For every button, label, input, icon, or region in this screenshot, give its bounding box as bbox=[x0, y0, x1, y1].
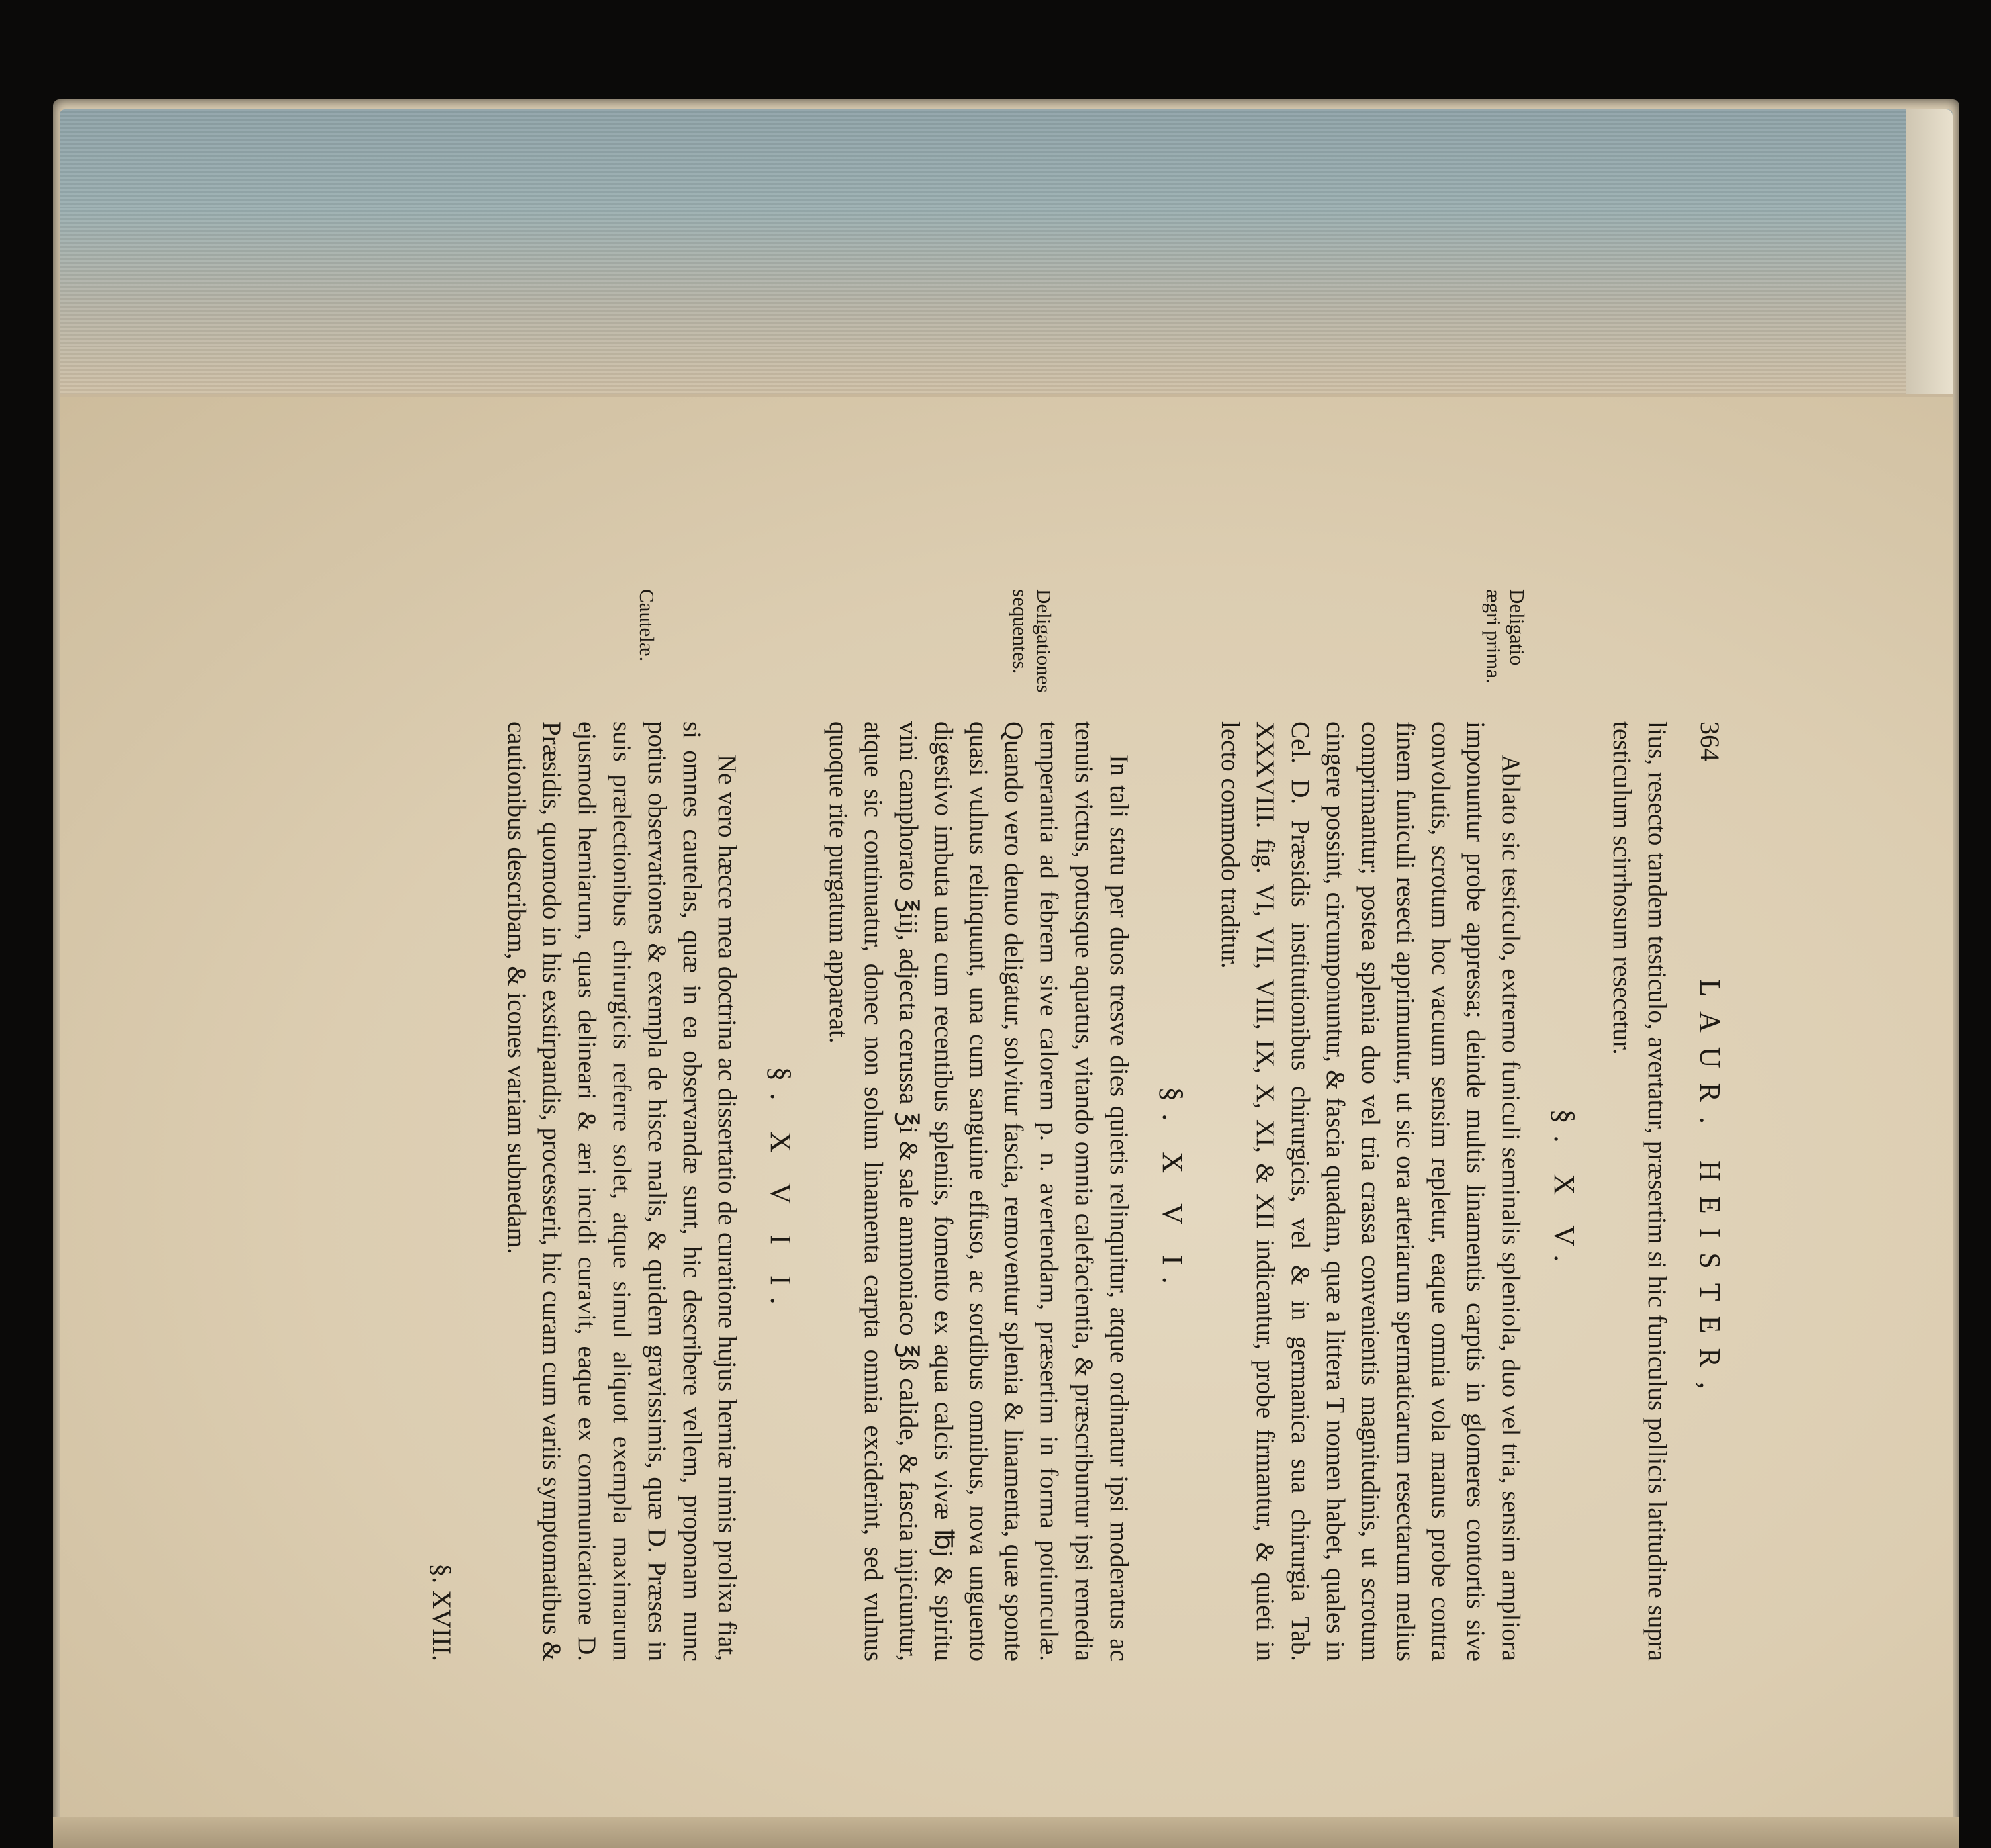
page-text-frame bbox=[271, 589, 1728, 1661]
page-number: 364 bbox=[1695, 721, 1725, 761]
margin-note-deligationes: Deligationes sequentes. bbox=[1009, 589, 1056, 693]
book-corner bbox=[1906, 109, 1953, 394]
page-bottom-edge bbox=[53, 1817, 1959, 1848]
section-17-heading: §. X V I I. bbox=[764, 1066, 797, 1317]
section-17-text: Ne vero hæcce mea doctrina ac dissertatio de curatione hujus herniæ nimis prolixa fiat, si omnes cautelas, quæ in ea observandæ sunt, hic describere vellem, proponam nunc potius observationes & exempla de hisce malis, & quidem gravissimis, quæ D. Præses in suis prælectionibus chirurgicis referre solet, atque simul aliquot exempla maximarum ejusmodi herniarum, quas delineari & æri incidi curavit, eaque ex communicatione D. Præsidis, quomodo in his exstirpandis, processerit, hic curam cum variis symptomatibus & cautionibus describam, & icones variam subnedam. bbox=[502, 721, 741, 1661]
text-column bbox=[427, 721, 1675, 1661]
section-16-heading: §. X V I. bbox=[1156, 1087, 1189, 1296]
catchword: §. XVIII. bbox=[427, 1563, 457, 1661]
margin-note-cautelae: Cautelæ. bbox=[635, 589, 659, 662]
section-15-text: Ablato sic testiculo, extremo funiculi seminalis spleniola, duo vel tria, sensim ampliora imponuntur probe appressa; deinde multis linamentis carptis in glomeres contortis sive convolutis, scrotum hoc vacuum sensim repletur, eaque omnia vola manus probe contra finem funiculi resecti apprimuntur, ut sic ora arteriarum spermaticarum resectarum melius comprimantur; postea splenia duo vel tria crassa convenientis magnitudinis, ut scrotum cingere possint, circumponuntur, & fascia quadam, quæ a littera T nomen habet, quales in Cel. D. Præsidis institutionibus chirurgicis, vel & in germanica sua chirurgia Tab. XXXVIII. fig. VI, VII, VIII, IX, X, XI, & XII indicantur, probe firmantur, & quieti in lecto commodo traditur. bbox=[1216, 721, 1525, 1661]
page-edges bbox=[60, 109, 1953, 398]
section-16-text: In tali statu per duos tresve dies quietis relinquitur, atque ordinatur ipsi moderatus ac tenuis victus, potusque aquatus, vitando omnia calefacientia, & præscribuntur ipsi remedia temperantia ad febrem sive calorem p. n. avertendam, præsertim in forma potiunculæ. Quando vero denuo deligatur, solvitur fascia, removentur splenia & linamenta, quæ sponte quasi vulnus relinquunt, una cum sanguine effuso, ac sordibus omnibus, nova unguento digestivo imbuta una cum recentibus spleniis, fomento ex aqua calcis vivæ ℔j & spiritu vini camphorato ℥iij, adjecta cerussa ℥i & sale ammoniaco ℥ß calide, & fascia injiciuntur, atque sic continuatur, donec non solum linamenta carpta omnia exciderint, sed vulnus quoque rite purgatum appareat. bbox=[824, 721, 1133, 1661]
intro-paragraph: lius, resecto tandem testiculo, avertatur, præsertim si hic funiculus pollicis latitudine supra testiculum scirrhosum resecetur. bbox=[1608, 721, 1671, 1661]
margin-note-deligatio-prima: Deligatio ægri prima. bbox=[1482, 589, 1529, 684]
section-15-heading: §. X V. bbox=[1548, 1109, 1581, 1274]
running-head bbox=[1688, 721, 1728, 1661]
running-title: LAUR. HEISTER, bbox=[1694, 979, 1726, 1404]
